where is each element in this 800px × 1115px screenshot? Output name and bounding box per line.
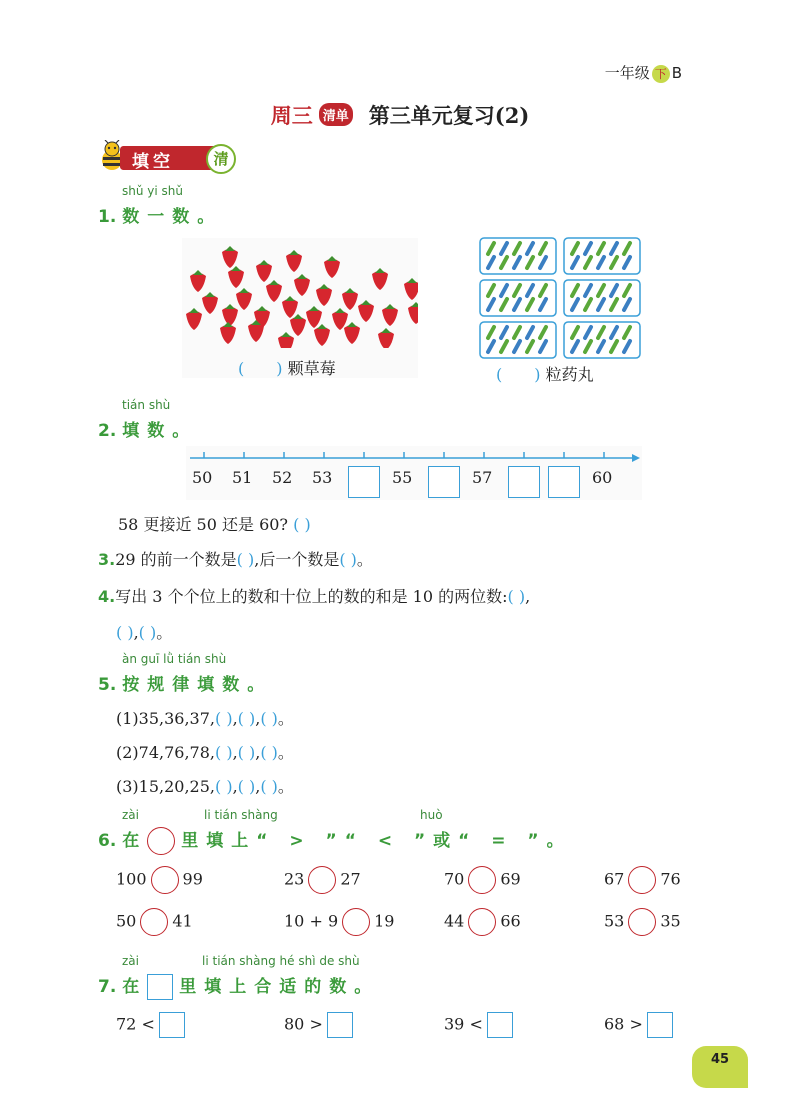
pill-box [564, 322, 640, 358]
q6-pinyin-b: li tián shàng [204, 808, 278, 822]
title-day: 周三 [270, 103, 313, 128]
compare-circle-blank[interactable] [342, 908, 370, 936]
compare-left: 23 [284, 869, 305, 889]
number-line-label: 55 [392, 468, 413, 487]
fill-expression: 39 < [444, 1014, 483, 1034]
compare-right: 27 [340, 869, 361, 889]
compare-item [284, 908, 394, 936]
q5-row-3-blank-1[interactable]: ( ) [215, 777, 233, 796]
number-line-axis [186, 446, 642, 466]
q5-sep: , [255, 743, 261, 762]
pill-caption: 粒药丸 [545, 365, 594, 384]
compare-circle-blank[interactable] [468, 866, 496, 894]
compare-left: 44 [444, 911, 465, 931]
compare-item [604, 908, 681, 936]
strawberry-icon [332, 308, 348, 330]
q7-heading [98, 972, 379, 1000]
section-badge: 清 [206, 144, 236, 174]
q1-answer-blank-1[interactable] [248, 365, 276, 375]
q5-number: 5. [98, 675, 117, 695]
q5-row-2-blank-2[interactable]: ( ) [237, 743, 256, 762]
q4-sep-2: , [133, 623, 139, 642]
compare-right: 66 [500, 911, 521, 931]
q3-line [98, 547, 373, 570]
q4-blank-2[interactable]: ( ) [116, 623, 134, 642]
q6-heading [98, 826, 572, 855]
compare-item [444, 866, 521, 894]
compare-left: 67 [604, 869, 625, 889]
strawberry-icon [378, 328, 394, 348]
compare-left: 70 [444, 869, 465, 889]
strawberry-icon [306, 306, 322, 328]
q7-pinyin-b: li tián shàng hé shì de shù [202, 954, 360, 968]
strawberry-group [182, 238, 418, 348]
square-blank-icon [147, 974, 173, 1000]
q5-end: 。 [277, 743, 294, 762]
fill-square-blank[interactable] [487, 1012, 513, 1038]
q2-text: 填数。 [122, 421, 198, 441]
q5-text: 按规律填数。 [122, 675, 273, 695]
strawberry-answer-line [238, 356, 336, 379]
q6-text-b: 里填上“ > ”“ < ”或“ = ”。 [181, 831, 572, 851]
number-line-label: 60 [592, 468, 613, 487]
number-line [186, 446, 642, 500]
fill-expression: 72 < [116, 1014, 155, 1034]
strawberry-icon [266, 280, 282, 302]
strawberry-icon [202, 292, 218, 314]
grade-suffix: B [671, 64, 682, 82]
pill-box [480, 238, 556, 274]
q5-row-2 [116, 740, 294, 763]
q1-text: 数一数。 [122, 207, 223, 227]
q1-number: 1. [98, 207, 117, 227]
number-line-answer-box[interactable] [428, 466, 460, 498]
compare-circle-blank[interactable] [151, 866, 179, 894]
strawberry-icon [314, 324, 330, 346]
q5-sep: , [232, 709, 238, 728]
q3-blank-1[interactable]: ( ) [236, 550, 255, 569]
page-title [0, 100, 800, 130]
compare-right: 19 [374, 911, 395, 931]
pill-box [480, 322, 556, 358]
q4-blank-3[interactable]: ( ) [138, 623, 157, 642]
strawberry-icon [236, 288, 252, 310]
compare-item [604, 866, 681, 894]
number-line-label: 51 [232, 468, 253, 487]
q5-row-2-blank-1[interactable]: ( ) [215, 743, 233, 762]
q5-row-3-blank-3[interactable]: ( ) [260, 777, 278, 796]
q1-blank-open: ( [238, 359, 245, 378]
fill-square-blank[interactable] [647, 1012, 673, 1038]
compare-right: 41 [172, 911, 193, 931]
compare-right: 99 [182, 869, 203, 889]
q5-row-1-text: (1)35,36,37, [116, 709, 215, 728]
q2-question-text: 58 更接近 50 还是 60? [118, 515, 289, 534]
number-line-label: 50 [192, 468, 213, 487]
strawberry-icon [344, 322, 360, 344]
q7-number: 7. [98, 977, 117, 997]
pill-box [564, 238, 640, 274]
q4-blank-1[interactable]: ( ) [507, 587, 526, 606]
compare-circle-blank[interactable] [308, 866, 336, 894]
q1-blank-open-2: ( [496, 365, 503, 384]
q4-end: 。 [156, 623, 173, 642]
pill-group [478, 236, 642, 360]
strawberry-icon [190, 270, 206, 292]
q7-pinyin-a: zài [122, 954, 139, 968]
number-line-answer-box[interactable] [548, 466, 580, 498]
fill-item [284, 1012, 353, 1038]
q5-row-2-blank-3[interactable]: ( ) [260, 743, 278, 762]
strawberry-icon [372, 268, 388, 290]
q5-pinyin: àn guī lǜ tián shù [122, 652, 227, 666]
q6-number: 6. [98, 831, 117, 851]
strawberry-icon [358, 300, 374, 322]
q6-pinyin-c: huò [420, 808, 443, 822]
compare-circle-blank[interactable] [468, 908, 496, 936]
strawberry-icon [282, 296, 298, 318]
q1-blank-close: ) [276, 359, 283, 378]
q6-text-a: 在 [122, 831, 148, 851]
number-line-answer-box[interactable] [348, 466, 380, 498]
strawberry-icon [222, 304, 238, 326]
compare-item [116, 866, 203, 894]
q3-text-c: 。 [356, 550, 373, 569]
fill-square-blank[interactable] [159, 1012, 185, 1038]
fill-square-blank[interactable] [327, 1012, 353, 1038]
strawberry-icon [294, 274, 310, 296]
pill-panel [478, 236, 642, 386]
compare-left: 100 [116, 869, 147, 889]
q4-text: 写出 3 个个位上的数和十位上的数的和是 10 的两位数: [115, 587, 508, 606]
compare-right: 35 [660, 911, 681, 931]
q1-heading [98, 202, 222, 227]
strawberry-icon [220, 322, 236, 344]
strawberry-icon [404, 278, 418, 300]
strawberry-panel [182, 238, 418, 378]
title-seal: 清单 [319, 103, 353, 126]
q1-answer-blank-2[interactable] [506, 371, 534, 381]
q5-row-3 [116, 774, 294, 797]
q5-sep: , [255, 709, 261, 728]
grade-label [605, 62, 682, 83]
q5-row-2-text: (2)74,76,78, [116, 743, 215, 762]
q5-heading [98, 670, 272, 695]
q2-number: 2. [98, 421, 117, 441]
q2-question [118, 512, 311, 535]
compare-circle-blank[interactable] [628, 866, 656, 894]
pill-box [564, 280, 640, 316]
q5-row-3-text: (3)15,20,25, [116, 777, 215, 796]
q3-text-b: ,后一个数是 [254, 550, 340, 569]
strawberry-icon [256, 260, 272, 282]
page-number: 45 [692, 1046, 748, 1088]
q7-text-a: 在 [122, 977, 148, 997]
strawberry-icon [228, 266, 244, 288]
grade-text: 一年级 [604, 64, 650, 82]
q4-sep-1: , [525, 587, 531, 606]
compare-circle-blank[interactable] [140, 908, 168, 936]
strawberry-caption: 颗草莓 [287, 359, 336, 378]
section-label: 填空 [132, 152, 174, 172]
fill-expression: 80 > [284, 1014, 323, 1034]
compare-right: 69 [500, 869, 521, 889]
strawberry-icon [278, 332, 294, 348]
q2-answer-blank[interactable]: ( ) [293, 515, 311, 534]
strawberry-icon [286, 250, 302, 272]
q4-line-2 [116, 620, 172, 643]
strawberry-icon [316, 284, 332, 306]
pill-box [480, 280, 556, 316]
q1-blank-close-2: ) [534, 365, 541, 384]
q4-number: 4. [98, 587, 116, 606]
compare-item [116, 908, 193, 936]
compare-item [284, 866, 361, 894]
compare-left: 50 [116, 911, 137, 931]
compare-right: 76 [660, 869, 681, 889]
pill-answer-line [496, 362, 594, 385]
compare-circle-blank[interactable] [628, 908, 656, 936]
q5-sep: , [232, 777, 238, 796]
strawberry-icon [186, 308, 202, 330]
q7-text-b: 里填上合适的数。 [179, 977, 380, 997]
number-line-label: 57 [472, 468, 493, 487]
q2-heading [98, 416, 197, 441]
fill-expression: 68 > [604, 1014, 643, 1034]
q6-pinyin-a: zài [122, 808, 139, 822]
strawberry-icon [408, 302, 418, 324]
title-unit: 第三单元复习(2) [368, 103, 530, 128]
number-line-answer-box[interactable] [508, 466, 540, 498]
fill-item [116, 1012, 185, 1038]
q5-row-1-blank-1[interactable]: ( ) [215, 709, 233, 728]
fill-item [604, 1012, 673, 1038]
q5-sep: , [232, 743, 238, 762]
q5-end: 。 [277, 709, 294, 728]
number-line-label: 53 [312, 468, 333, 487]
q5-row-3-blank-2[interactable]: ( ) [237, 777, 256, 796]
strawberry-icon [324, 256, 340, 278]
q5-sep: , [255, 777, 261, 796]
q3-number: 3. [98, 550, 116, 569]
q5-row-1 [116, 706, 294, 729]
q3-blank-2[interactable]: ( ) [339, 550, 357, 569]
q1-pinyin: shǔ yi shǔ [122, 184, 183, 198]
q4-line [98, 584, 530, 607]
number-line-label: 52 [272, 468, 293, 487]
q5-row-1-blank-2[interactable]: ( ) [237, 709, 256, 728]
q2-pinyin: tián shù [122, 398, 171, 412]
strawberry-icon [222, 246, 238, 268]
compare-item [444, 908, 521, 936]
compare-left: 53 [604, 911, 625, 931]
q5-end: 。 [277, 777, 294, 796]
fill-item [444, 1012, 513, 1038]
strawberry-icon [290, 314, 306, 336]
strawberry-icon [382, 304, 398, 326]
strawberry-icon [342, 288, 358, 310]
q5-row-1-blank-3[interactable]: ( ) [260, 709, 278, 728]
grade-mark: 下 [652, 65, 670, 83]
circle-blank-icon [147, 827, 175, 855]
compare-left: 10 + 9 [284, 911, 339, 931]
q3-text-a: 29 的前一个数是 [115, 550, 237, 569]
